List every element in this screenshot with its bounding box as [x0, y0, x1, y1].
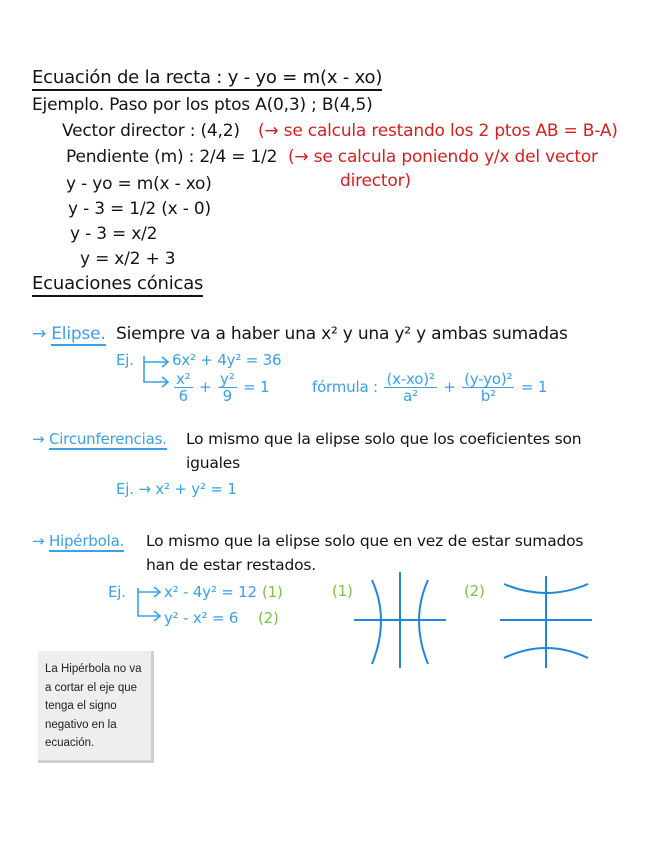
ellipse-eq1: 6x² + 4y² = 36	[172, 351, 282, 369]
step-3: y - 3 = x/2	[70, 224, 158, 244]
formula-den2: b²	[480, 387, 496, 405]
vector-note: (→ se calcula restando los 2 ptos AB = B-A)	[258, 121, 618, 141]
formula-eq: = 1	[520, 378, 548, 396]
graph2-tag: (2)	[464, 582, 485, 600]
ellipse-ej: Ej.	[116, 351, 134, 369]
hyperbola-label-text: Hipérbola.	[48, 532, 125, 550]
ellipse-bracket-arrow	[138, 354, 174, 390]
eq2-num2: y²	[220, 370, 235, 388]
hyperbola-label: → Hipérbola.	[32, 532, 125, 550]
vector-label: Vector director : (4,2)	[62, 121, 240, 141]
example-intro: Ejemplo. Paso por los ptos A(0,3) ; B(4,5)	[32, 95, 373, 115]
formula-num2: (y-yo)²	[464, 370, 513, 388]
page-title: Ecuación de la recta : y - yo = m(x - xo)	[32, 68, 382, 91]
ellipse-text: Siempre va a haber una x² y una y² y ambas sumadas	[116, 324, 568, 344]
ellipse-label-text: Elipse.	[51, 324, 106, 344]
eq2-den1: 6	[178, 387, 188, 405]
step-1: y - yo = m(x - xo)	[66, 174, 212, 194]
ellipse-label: → Elipse.	[32, 324, 106, 344]
hyperbola-graph-1	[350, 568, 450, 672]
hyperbola-bracket-arrow	[130, 586, 166, 622]
eq2-den2: 9	[222, 387, 232, 405]
graph1-tag: (1)	[332, 582, 353, 600]
hyperbola-text-line2: han de estar restados.	[146, 556, 317, 574]
hyperbola-eq2-tag: (2)	[258, 609, 279, 627]
hyperbola-eq2: y² - x² = 6	[164, 609, 239, 627]
note-box: La Hipérbola no va a cortar el eje que tenga el signo negativo en la ecuación.	[38, 651, 154, 763]
hyperbola-eq1: x² - 4y² = 12	[164, 583, 257, 601]
slope-note-line1: (→ se calcula poniendo y/x del vector	[288, 147, 598, 167]
eq2-plus: +	[199, 378, 212, 396]
formula-label: fórmula :	[312, 378, 378, 396]
slope-label: Pendiente (m) : 2/4 = 1/2	[66, 147, 278, 167]
hyperbola-text-line1: Lo mismo que la elipse solo que en vez de estar sumados	[146, 532, 584, 550]
formula-plus: +	[443, 378, 456, 396]
hyperbola-graph-2	[496, 572, 596, 672]
ellipse-eq2	[172, 371, 269, 404]
eq2-num1: x²	[176, 370, 191, 388]
circle-text-line1: Lo mismo que la elipse solo que los coeficientes son	[186, 430, 582, 448]
hyperbola-eq1-tag: (1)	[262, 583, 283, 601]
circle-label-text: Circunferencias.	[48, 430, 167, 448]
circle-ej: Ej. → x² + y² = 1	[116, 480, 237, 498]
formula-num1: (x-xo)²	[386, 370, 435, 388]
step-2: y - 3 = 1/2 (x - 0)	[68, 199, 211, 219]
graph1-left-branch	[372, 580, 381, 664]
hyperbola-ej: Ej.	[108, 583, 126, 601]
circle-text-line2: iguales	[186, 454, 240, 472]
step-4: y = x/2 + 3	[80, 249, 176, 269]
graph1-right-branch	[419, 580, 428, 664]
circle-label: → Circunferencias.	[32, 430, 167, 448]
ellipse-formula	[312, 371, 547, 404]
formula-den1: a²	[403, 387, 418, 405]
slope-note-line2: director)	[340, 171, 411, 191]
conics-heading: Ecuaciones cónicas	[32, 274, 203, 297]
eq2-eq: = 1	[243, 378, 270, 396]
